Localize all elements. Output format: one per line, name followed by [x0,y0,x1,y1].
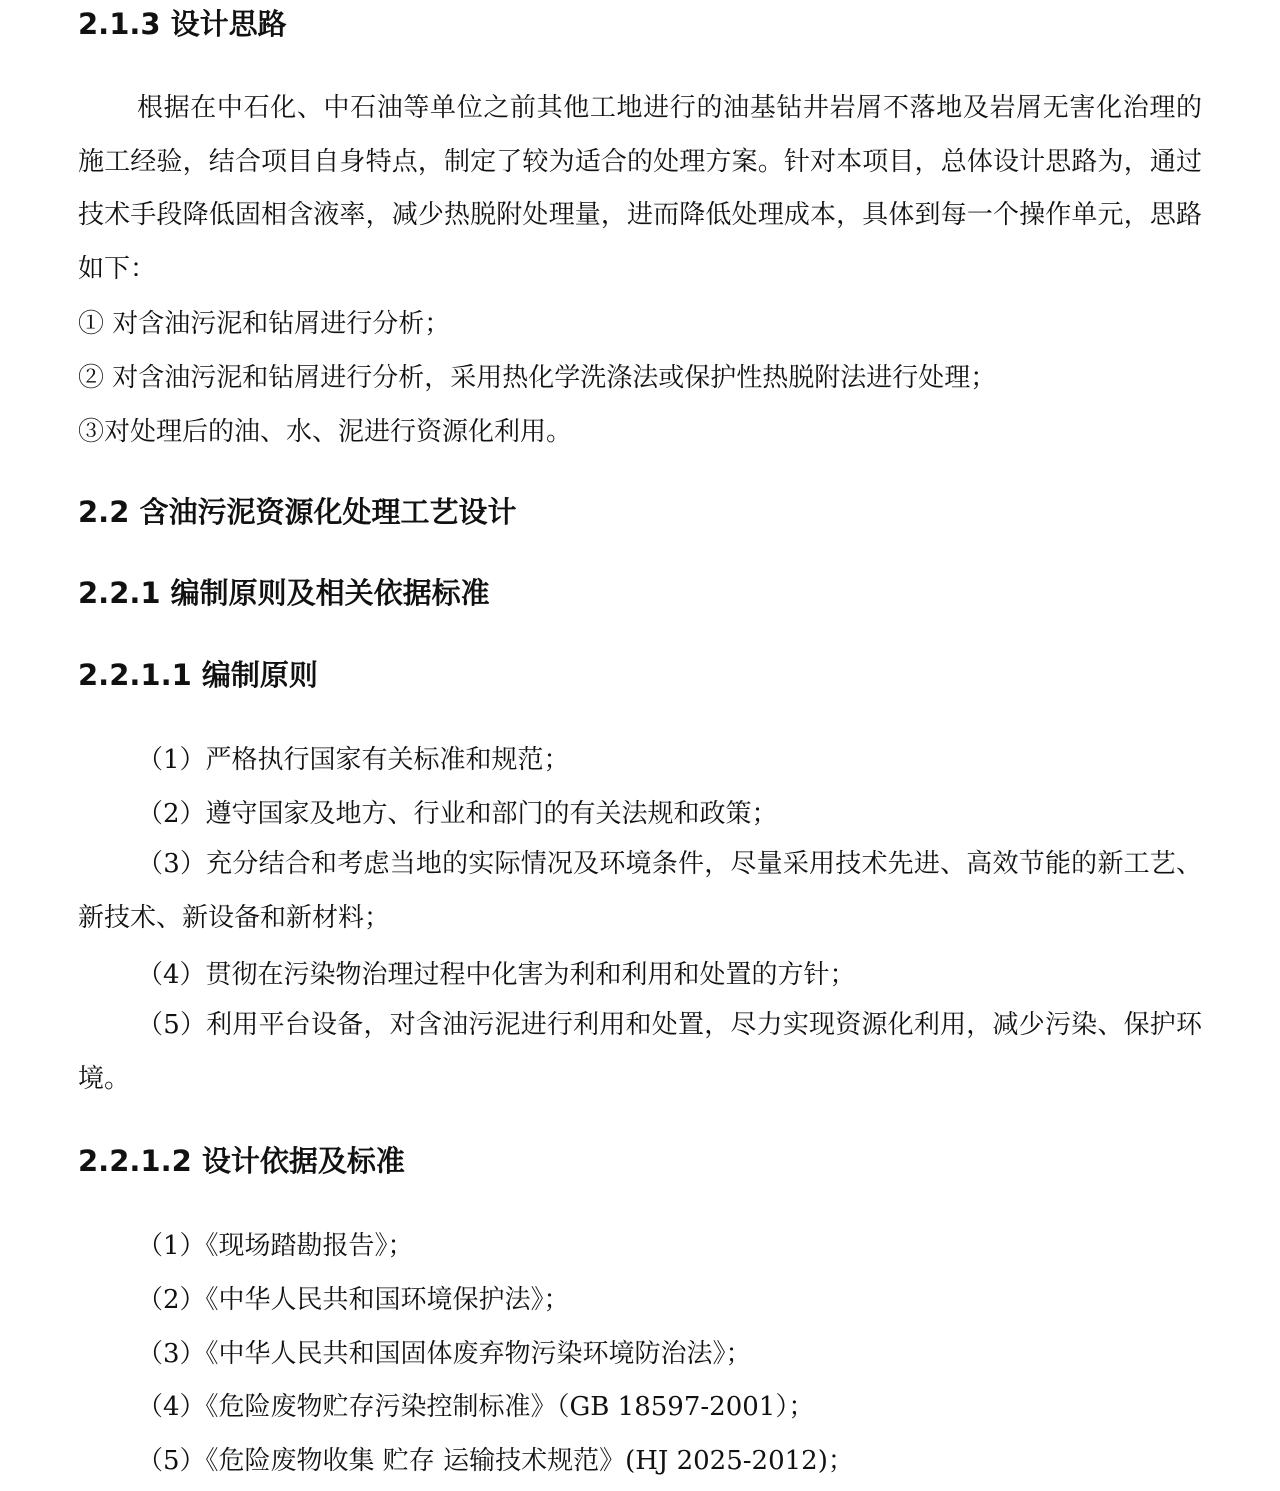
standard-item-5: （5）《危险废物收集 贮存 运输技术规范》(HJ 2025-2012)； [137,1446,854,1476]
heading-2-2-1: 2.2.1 编制原则及相关依据标准 [78,576,490,610]
design-step-3: ③对处理后的油、水、泥进行资源化利用。 [78,417,573,447]
design-step-1: ① 对含油污泥和钻屑进行分析； [78,309,451,339]
design-approach-paragraph: 根据在中石化、中石油等单位之前其他工地进行的油基钻井岩屑不落地及岩屑无害化治理的施工经验，结合项目自身特点，制定了较为适合的处理方案。针对本项目，总体设计思路为，通过技术手段降低固相含液率，减少热脱附处理量，进而降低处理成本，具体到每一个操作单元，思路如下： [78,93,1202,284]
heading-2-1-3: 2.1.3 设计思路 [78,7,287,41]
standard-item-3: （3）《中华人民共和国固体废弃物污染环境防治法》； [137,1339,752,1369]
principle-item-2: （2）遵守国家及地方、行业和部门的有关法规和政策； [137,799,778,829]
standard-item-2: （2）《中华人民共和国环境保护法》； [137,1285,570,1315]
principle-item-4: （4）贯彻在污染物治理过程中化害为利和利用和处置的方针； [137,960,856,990]
heading-2-2-1-2: 2.2.1.2 设计依据及标准 [78,1144,405,1178]
principle-item-1: （1）严格执行国家有关标准和规范； [137,745,570,775]
principle-item-3: （3）充分结合和考虑当地的实际情况及环境条件，尽量采用技术先进、高效节能的新工艺、新技术、新设备和新材料； [78,849,1202,933]
heading-2-2-1-1: 2.2.1.1 编制原则 [78,658,318,692]
standard-item-4: （4）《危险废物贮存污染控制标准》（GB 18597-2001）； [137,1392,815,1422]
heading-2-2: 2.2 含油污泥资源化处理工艺设计 [78,495,517,529]
principle-item-5: （5）利用平台设备，对含油污泥进行利用和处置，尽力实现资源化利用，减少污染、保护环境。 [78,1010,1202,1094]
design-step-2: ② 对含油污泥和钻屑进行分析，采用热化学洗涤法或保护性热脱附法进行处理； [78,363,997,393]
standard-item-1: （1）《现场踏勘报告》； [137,1231,414,1261]
